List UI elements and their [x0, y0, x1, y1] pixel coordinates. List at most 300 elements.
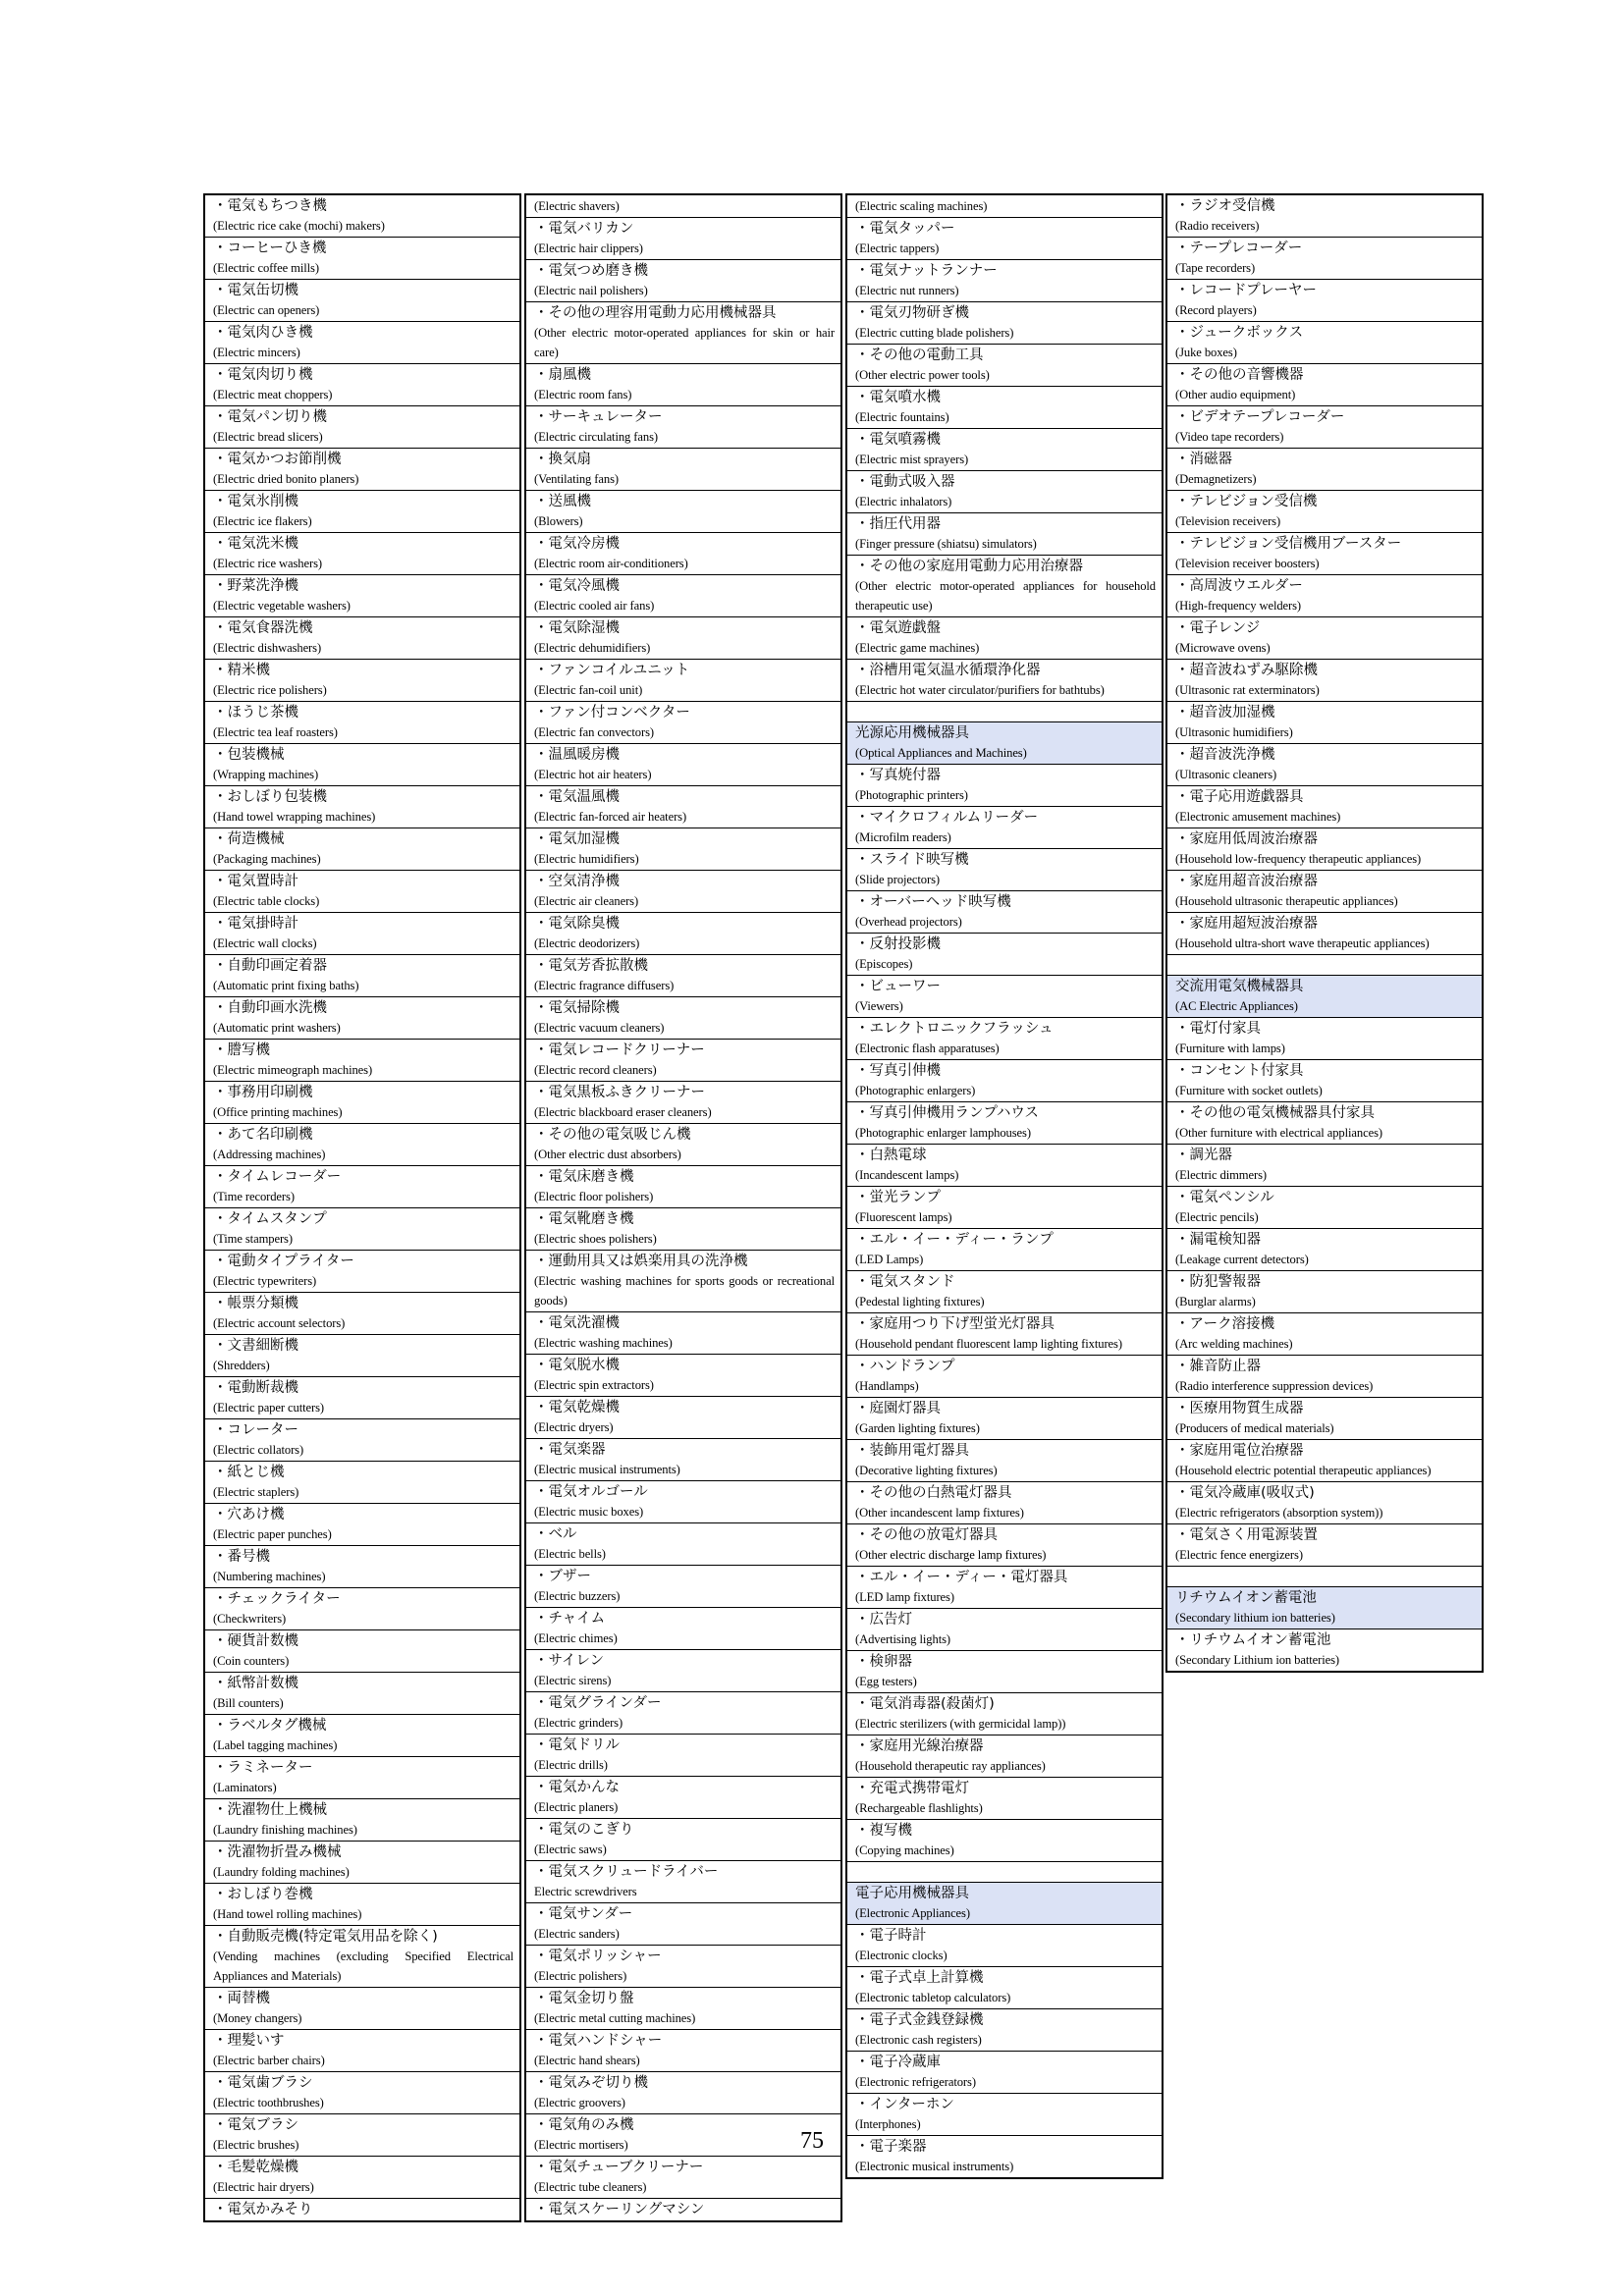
item-name-jp: ・レコードプレーヤー: [1175, 283, 1317, 298]
table-row: [526, 260, 840, 302]
item-name-en: Electric screwdrivers: [534, 1885, 637, 1898]
category-title-jp: 交流用電気機械器具: [1175, 979, 1304, 994]
item-name-en: (Electric grinders): [534, 1716, 623, 1730]
table-row: [526, 1481, 840, 1523]
item-name-jp: ・電気加湿機: [534, 831, 620, 847]
table-row: [205, 913, 519, 955]
item-name-en: (Electric room air-conditioners): [534, 557, 688, 570]
item-name-en: (Electric groovers): [534, 2096, 625, 2109]
item-name-jp: ・電気置時計: [213, 874, 298, 889]
item-name-jp: ・ハンドランプ: [855, 1359, 955, 1374]
item-name-jp: ・複写機: [855, 1823, 912, 1839]
item-name-jp: ・電気乾燥機: [534, 1400, 620, 1415]
item-name-en: (Electric spin extractors): [534, 1378, 654, 1392]
item-name-jp: ・電気つめ磨き機: [534, 263, 648, 279]
table-row: [526, 997, 840, 1040]
item-name-jp: ・家庭用光線治療器: [855, 1738, 984, 1754]
item-name-jp: ・温風暖房機: [534, 747, 620, 763]
item-name-jp: ・その他の電気吸じん機: [534, 1127, 691, 1143]
item-name-jp: ・電気掛時計: [213, 916, 298, 932]
item-name-jp: ・穴あけ機: [213, 1507, 285, 1522]
item-name-jp: ・理髪いす: [213, 2033, 285, 2049]
item-name-jp: ・電気遊戯盤: [855, 620, 941, 636]
item-name-en: (Electric inhalators): [855, 495, 952, 508]
table-column-3: [845, 193, 1164, 2179]
item-name-jp: ・雑音防止器: [1175, 1359, 1261, 1374]
item-name-en: (Electric toothbrushes): [213, 2096, 324, 2109]
table-row: [1167, 238, 1482, 280]
table-row: [526, 1040, 840, 1082]
item-name-en: (Household ultrasonic therapeutic appliances): [1175, 894, 1398, 908]
item-name-jp: ・あて名印刷機: [213, 1127, 313, 1143]
table-row: [847, 302, 1162, 345]
item-name-jp: ・その他の音響機器: [1175, 367, 1304, 383]
item-name-jp: ・電気オルゴール: [534, 1484, 648, 1500]
item-name-en: (Rechargeable flashlights): [855, 1801, 983, 1815]
item-name-jp: ・ビデオテープレコーダー: [1175, 409, 1345, 425]
item-name-en: (Copying machines): [855, 1843, 954, 1857]
table-row: [526, 1650, 840, 1692]
item-name-en: (Other audio equipment): [1175, 388, 1296, 401]
item-name-jp: ・電気もちつき機: [213, 198, 327, 214]
item-name-en: (Finger pressure (shiatsu) simulators): [855, 537, 1037, 551]
table-row: [205, 2157, 519, 2199]
item-name-en: (Electric circulating fans): [534, 430, 658, 444]
item-name-jp: ・帳票分類機: [213, 1296, 298, 1311]
table-row: [1167, 1229, 1482, 1271]
table-row: [205, 828, 519, 871]
item-name-jp: ・調光器: [1175, 1148, 1232, 1163]
item-name-en: (Bill counters): [213, 1696, 284, 1710]
table-row: [526, 1819, 840, 1861]
table-row: [205, 1082, 519, 1124]
table-row: [205, 195, 519, 238]
item-name-en: (Electric coffee mills): [213, 261, 319, 275]
item-name-en: (Electronic tabletop calculators): [855, 1991, 1011, 2004]
table-row: [1167, 364, 1482, 406]
item-name-en: (Wrapping machines): [213, 768, 319, 781]
table-row: [205, 1926, 519, 1988]
table-row: [205, 1715, 519, 1757]
item-name-jp: ・スライド映写機: [855, 852, 969, 868]
item-name-en: (Radio receivers): [1175, 219, 1260, 233]
table-column-2: [524, 193, 842, 2222]
table-row: [205, 1546, 519, 1588]
item-name-en: (Electric washing machines): [534, 1336, 673, 1350]
table-row: [1167, 1524, 1482, 1567]
table-row: [847, 1060, 1162, 1102]
item-name-en: (Handlamps): [855, 1379, 919, 1393]
table-row: [1167, 617, 1482, 660]
table-row: [526, 406, 840, 449]
item-name-jp: ・電気除湿機: [534, 620, 620, 636]
item-name-jp: ・電気タッパー: [855, 221, 955, 237]
category-title-en: (Optical Appliances and Machines): [855, 746, 1027, 760]
item-name-jp: ・電気レコードクリーナー: [534, 1042, 705, 1058]
item-name-en: (Ultrasonic humidifiers): [1175, 725, 1293, 739]
item-name-en: (Household electric potential therapeutic appliances): [1175, 1464, 1432, 1477]
table-row: [526, 1608, 840, 1650]
item-name-en: (Electric room fans): [534, 388, 632, 401]
item-name-jp: ・電気洗米機: [213, 536, 298, 552]
table-row: [526, 744, 840, 786]
table-row: [205, 617, 519, 660]
item-name-jp: ・電気金切り盤: [534, 1991, 634, 2006]
item-name-jp: ・電子楽器: [855, 2139, 927, 2155]
item-name-jp: ・ほうじ茶機: [213, 705, 298, 721]
item-name-jp: ・家庭用超音波治療器: [1175, 874, 1318, 889]
table-row: [526, 575, 840, 617]
item-name-en: (Decorative lighting fixtures): [855, 1464, 998, 1477]
table-row: [526, 1777, 840, 1819]
item-name-en: (Household low-frequency therapeutic appliances): [1175, 852, 1422, 866]
item-name-en: (Furniture with lamps): [1175, 1041, 1285, 1055]
item-name-jp: ・家庭用つり下げ型蛍光灯器具: [855, 1316, 1055, 1332]
table-row: [1167, 1187, 1482, 1229]
item-name-jp: ・テープレコーダー: [1175, 240, 1303, 256]
item-name-en: (Burglar alarms): [1175, 1295, 1256, 1308]
item-name-en: (Time recorders): [213, 1190, 295, 1203]
item-name-en: (Electric rice cake (mochi) makers): [213, 219, 385, 233]
table-row: [847, 617, 1162, 660]
item-name-en: (Electronic cash registers): [855, 2033, 982, 2047]
item-name-jp: ・超音波ねずみ駆除機: [1175, 663, 1318, 678]
item-name-en: (Electric fence energizers): [1175, 1548, 1303, 1562]
item-name-jp: ・荷造機械: [213, 831, 285, 847]
item-name-jp: ・紙とじ機: [213, 1465, 285, 1480]
category-title-en: (Secondary lithium ion batteries): [1175, 1611, 1335, 1625]
item-name-jp: ・電気噴水機: [855, 390, 941, 405]
item-name-jp: ・家庭用電位治療器: [1175, 1443, 1304, 1459]
item-name-en: (Electric air cleaners): [534, 894, 639, 908]
table-row: [205, 1588, 519, 1630]
table-row: [205, 491, 519, 533]
item-name-jp: ・電気肉ひき機: [213, 325, 313, 341]
item-name-en: (Electric nail polishers): [534, 284, 648, 297]
item-name-jp: ・電気スタンド: [855, 1274, 955, 1290]
category-title-jp: 電子応用機械器具: [855, 1886, 969, 1901]
table-row: [205, 2199, 519, 2220]
table-row: [526, 1355, 840, 1397]
table-row: [1167, 406, 1482, 449]
table-row: [847, 1271, 1162, 1313]
item-name-jp: ・家庭用低周波治療器: [1175, 831, 1318, 847]
table-row: [1167, 913, 1482, 955]
item-name-en: (Electric cutting blade polishers): [855, 326, 1014, 340]
table-row: [1167, 1060, 1482, 1102]
item-name-jp: ・電気温風機: [534, 789, 620, 805]
item-name-en: (Electric dehumidifiers): [534, 641, 651, 655]
item-name-en: (Television receivers): [1175, 514, 1281, 528]
item-name-jp: ・電気ドリル: [534, 1737, 620, 1753]
table-row: [1167, 1102, 1482, 1145]
table-row: [205, 702, 519, 744]
table-row: [526, 702, 840, 744]
table-row: [847, 195, 1162, 218]
item-name-jp: ・ラジオ受信機: [1175, 198, 1275, 214]
table-row: [847, 1567, 1162, 1609]
item-name-jp: ・電動タイプライター: [213, 1254, 354, 1269]
item-name-en: (Electric wall clocks): [213, 936, 317, 950]
item-name-en: (Blowers): [534, 514, 583, 528]
table-row: [847, 1482, 1162, 1524]
table-row: [1167, 1482, 1482, 1524]
item-name-en: (Microfilm readers): [855, 830, 951, 844]
item-name-en: (Electric dryers): [534, 1420, 614, 1434]
item-name-en: (Household ultra-short wave therapeutic appliances): [1175, 936, 1430, 950]
item-name-jp: ・空気清浄機: [534, 874, 620, 889]
item-name-en: (Tape recorders): [1175, 261, 1256, 275]
item-name-jp: ・電子冷蔵庫: [855, 2055, 941, 2070]
table-row: [526, 1208, 840, 1251]
item-name-jp: ・硬貨計数機: [213, 1633, 298, 1649]
item-name-jp: ・浴槽用電気温水循環浄化器: [855, 663, 1041, 678]
item-name-jp: ・チャイム: [534, 1611, 606, 1627]
table-row: [205, 1419, 519, 1462]
item-name-jp: ・電気靴磨き機: [534, 1211, 634, 1227]
item-name-en: (Electric blackboard eraser cleaners): [534, 1105, 712, 1119]
item-name-jp: ・電気サンダー: [534, 1906, 633, 1922]
item-name-jp: ・超音波加湿機: [1175, 705, 1275, 721]
item-name-en: (Fluorescent lamps): [855, 1210, 952, 1224]
item-name-en: (Video tape recorders): [1175, 430, 1284, 444]
item-name-jp: ・漏電検知器: [1175, 1232, 1261, 1248]
category-header: [847, 722, 1162, 765]
item-name-jp: ・ラミネーター: [213, 1760, 313, 1776]
item-name-en: (Microwave ovens): [1175, 641, 1271, 655]
item-name-en: (Electric floor polishers): [534, 1190, 654, 1203]
item-name-jp: ・写真引伸機: [855, 1063, 941, 1079]
item-name-jp: ・文書細断機: [213, 1338, 298, 1354]
table-row: [526, 1312, 840, 1355]
table-row: [205, 2072, 519, 2114]
table-row: [526, 1692, 840, 1735]
item-name-jp: ・サーキュレーター: [534, 409, 663, 425]
item-name-en: (Checkwriters): [213, 1612, 287, 1626]
item-name-en: (Electric scaling machines): [855, 199, 988, 213]
item-name-en: (Other electric discharge lamp fixtures): [855, 1548, 1047, 1562]
table-row: [526, 1946, 840, 1988]
table-row: [526, 364, 840, 406]
item-name-jp: ・電気噴霧機: [855, 432, 941, 448]
item-name-jp: ・コレーター: [213, 1422, 298, 1438]
item-name-en: (Label tagging machines): [213, 1738, 338, 1752]
table-row: [526, 871, 840, 913]
item-name-en: (Electric typewriters): [213, 1274, 317, 1288]
item-name-en: (Electric table clocks): [213, 894, 320, 908]
item-name-en: (Ventilating fans): [534, 472, 619, 486]
item-name-jp: ・電気掃除機: [534, 1000, 620, 1016]
item-name-jp: ・オーバーヘッド映写機: [855, 894, 1011, 910]
item-name-jp: ・電灯付家具: [1175, 1021, 1261, 1037]
item-name-en: (Electric fan-coil unit): [534, 683, 643, 697]
item-name-jp: ・タイムレコーダー: [213, 1169, 342, 1185]
table-row: [847, 2052, 1162, 2094]
table-row: [526, 1566, 840, 1608]
table-row: [847, 1398, 1162, 1440]
item-name-en: (Interphones): [855, 2117, 921, 2131]
item-name-en: (Hand towel rolling machines): [213, 1907, 362, 1921]
item-name-en: (Electric hair clippers): [534, 241, 643, 255]
table-row: [1167, 871, 1482, 913]
item-name-jp: ・装飾用電灯器具: [855, 1443, 969, 1459]
item-name-jp: ・自動販売機(特定電気用品を除く): [213, 1929, 438, 1945]
item-name-en: (Ultrasonic rat exterminators): [1175, 683, 1320, 697]
item-name-jp: ・電気角のみ機: [534, 2117, 634, 2133]
table-row: [205, 1757, 519, 1799]
table-row: [847, 1925, 1162, 1967]
item-name-en: (Leakage current detectors): [1175, 1253, 1309, 1266]
item-name-en: (Electric deodorizers): [534, 936, 640, 950]
table-row: [847, 471, 1162, 513]
item-name-jp: ・コーヒーひき機: [213, 240, 327, 256]
item-name-jp: ・エル・イー・ディー・ランプ: [855, 1232, 1054, 1248]
table-row: [847, 1440, 1162, 1482]
item-name-en: (Electric fragrance diffusers): [534, 979, 675, 992]
item-name-jp: ・その他の理容用電動力応用機械器具: [534, 305, 777, 321]
table-row: [1167, 1145, 1482, 1187]
table-row: [1167, 575, 1482, 617]
table-row: [1167, 702, 1482, 744]
item-name-jp: ・医療用物質生成器: [1175, 1401, 1304, 1416]
table-row: [205, 744, 519, 786]
item-name-jp: ・包装機械: [213, 747, 285, 763]
table-row: [526, 533, 840, 575]
item-name-jp: ・電気パン切り機: [213, 409, 327, 425]
category-header: [847, 1883, 1162, 1925]
item-name-en: (Electric bread slicers): [213, 430, 323, 444]
item-name-en: (Electric sanders): [534, 1927, 620, 1941]
item-name-en: (Electronic musical instruments): [855, 2160, 1014, 2173]
table-row: [205, 1630, 519, 1673]
item-name-en: (Electric ice flakers): [213, 514, 312, 528]
item-name-jp: ・謄写機: [213, 1042, 270, 1058]
item-name-en: (Electric fountains): [855, 410, 949, 424]
table-row: [526, 1124, 840, 1166]
item-name-en: (Juke boxes): [1175, 346, 1237, 359]
table-row: [847, 1967, 1162, 2009]
item-name-en: (Electric drills): [534, 1758, 608, 1772]
item-name-en: (Electric chimes): [534, 1631, 618, 1645]
item-name-en: (Hand towel wrapping machines): [213, 810, 376, 824]
item-name-jp: ・高周波ウエルダー: [1175, 578, 1303, 594]
table-row: [1167, 828, 1482, 871]
item-name-jp: ・電気歯ブラシ: [213, 2075, 313, 2091]
item-name-en: (Electric rice polishers): [213, 683, 327, 697]
item-name-en: (Other electric motor-operated appliances for skin or hair care): [534, 326, 835, 359]
item-name-en: (Television receiver boosters): [1175, 557, 1320, 570]
table-row: [526, 1082, 840, 1124]
item-name-jp: ・精米機: [213, 663, 270, 678]
item-name-en: (Electric shoes polishers): [534, 1232, 657, 1246]
spacer-row: [847, 702, 1162, 722]
item-name-en: (LED Lamps): [855, 1253, 924, 1266]
item-name-en: (Time stampers): [213, 1232, 293, 1246]
table-row: [1167, 533, 1482, 575]
item-name-jp: ・扇風機: [534, 367, 591, 383]
table-row: [205, 1377, 519, 1419]
table-row: [847, 1693, 1162, 1735]
item-name-en: (Slide projectors): [855, 873, 940, 886]
item-name-en: (Electric bells): [534, 1547, 606, 1561]
item-name-en: (Demagnetizers): [1175, 472, 1257, 486]
item-name-en: (Furniture with socket outlets): [1175, 1084, 1323, 1097]
item-name-en: (Electric hand shears): [534, 2054, 640, 2067]
table-row: [205, 280, 519, 322]
item-name-jp: ・電気ポリッシャー: [534, 1949, 662, 1964]
item-name-jp: ・電気床磨き機: [534, 1169, 634, 1185]
item-name-jp: ・指圧代用器: [855, 516, 941, 532]
item-name-en: (Electric mortisers): [534, 2138, 628, 2152]
item-name-jp: ・電気刃物研ぎ機: [855, 305, 969, 321]
item-name-en: (Record players): [1175, 303, 1257, 317]
item-name-en: (Coin counters): [213, 1654, 290, 1668]
item-name-en: (Garden lighting fixtures): [855, 1421, 980, 1435]
item-name-en: (Other electric motor-operated appliances for household therapeutic use): [855, 579, 1156, 613]
item-name-en: (Electric account selectors): [213, 1316, 346, 1330]
table-row: [847, 849, 1162, 891]
item-name-jp: ・家庭用超短波治療器: [1175, 916, 1318, 932]
item-name-jp: ・電気缶切機: [213, 283, 298, 298]
item-name-en: (Electric dishwashers): [213, 641, 322, 655]
item-name-jp: ・自動印画水洗機: [213, 1000, 327, 1016]
item-name-jp: ・電気スクリュードライバー: [534, 1864, 719, 1880]
table-row: [847, 1018, 1162, 1060]
table-row: [205, 1988, 519, 2030]
table-row: [1167, 1440, 1482, 1482]
table-row: [847, 891, 1162, 934]
item-name-jp: ・ジュークボックス: [1175, 325, 1304, 341]
table-row: [526, 1861, 840, 1903]
table-row: [526, 195, 840, 218]
item-name-en: (Electric cooled air fans): [534, 599, 655, 613]
item-name-en: (Electric fan convectors): [534, 725, 654, 739]
item-name-en: (Other furniture with electrical appliances): [1175, 1126, 1382, 1140]
item-name-en: (Household pendant fluorescent lamp lighting fixtures): [855, 1337, 1122, 1351]
item-name-jp: ・電気洗濯機: [534, 1315, 620, 1331]
item-name-en: (Electric metal cutting machines): [534, 2011, 696, 2025]
item-name-jp: ・広告灯: [855, 1612, 912, 1628]
item-name-jp: ・チェックライター: [213, 1591, 341, 1607]
item-name-jp: ・マイクロフィルムリーダー: [855, 810, 1039, 826]
item-name-en: (Electric hair dryers): [213, 2180, 314, 2194]
item-name-en: (Electric staplers): [213, 1485, 299, 1499]
table-row: [1167, 744, 1482, 786]
item-name-en: (Electric nut runners): [855, 284, 959, 297]
item-name-en: (Electric sirens): [534, 1674, 612, 1687]
item-name-jp: ・電気除臭機: [534, 916, 620, 932]
item-name-jp: ・電気チューブクリーナー: [534, 2160, 704, 2175]
item-name-en: (Electric mist sprayers): [855, 453, 969, 466]
item-name-en: (Electric paper cutters): [213, 1401, 324, 1415]
item-name-en: (Electronic amusement machines): [1175, 810, 1341, 824]
table-row: [847, 934, 1162, 976]
spacer-row: [847, 1862, 1162, 1883]
table-row: [847, 556, 1162, 617]
item-name-jp: ・写真引伸機用ランプハウス: [855, 1105, 1039, 1121]
item-name-en: (Numbering machines): [213, 1570, 326, 1583]
table-row: [847, 260, 1162, 302]
category-title-en: (AC Electric Appliances): [1175, 999, 1298, 1013]
item-name-jp: ・その他の白熱電灯器具: [855, 1485, 1012, 1501]
item-name-jp: ・写真焼付器: [855, 768, 941, 783]
item-name-jp: ・電気ブラシ: [213, 2117, 298, 2133]
item-name-jp: ・送風機: [534, 494, 591, 509]
item-name-en: (Episcopes): [855, 957, 913, 971]
item-name-en: (Electric tea leaf roasters): [213, 725, 338, 739]
item-name-en: (Money changers): [213, 2011, 302, 2025]
table-row: [526, 2157, 840, 2199]
